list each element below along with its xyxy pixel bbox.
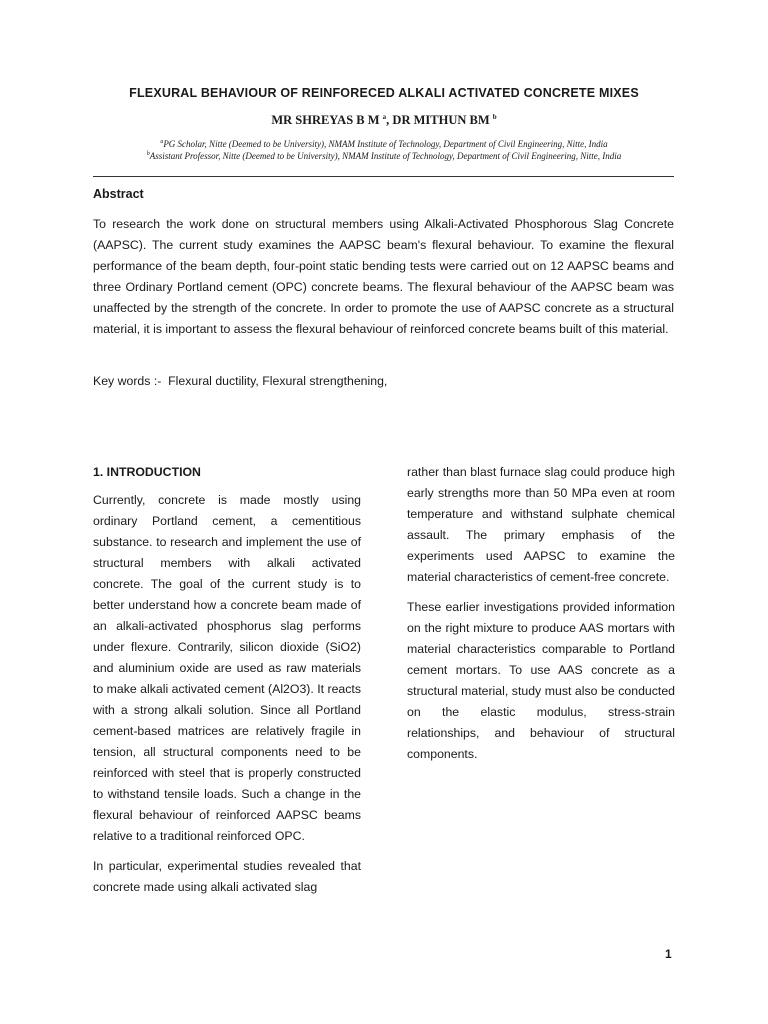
keywords: Key words :- Flexural ductility, Flexural strengthening, (93, 374, 388, 388)
left-paragraph-2: In particular, experimental studies revealed that concrete made using alkali activated slag (93, 859, 361, 894)
right-column (407, 462, 675, 774)
author-1: MR SHREYAS B M (271, 113, 380, 128)
right-paragraph-1: rather than blast furnace slag could produce high early strengths more than 50 MPa even at room temperature and withstand sulphate chemical assault. The primary emphasis of the experiments used AAPSC to examine the material characteristics of cement-free concrete. (407, 465, 675, 584)
affiliation-1-mark: a (160, 139, 164, 145)
affiliation-2-mark: b (146, 151, 150, 157)
right-paragraph-2: These earlier investigations provided information on the right mixture to produce AAS mortars with material characteristics comparable to Portland cement mortars. To use AAS concrete as a structural material, study must also be conducted on the elastic modulus, stress-strain relationships, and behaviour of structural components. (407, 600, 675, 761)
header-divider (93, 176, 674, 177)
affiliation-2-text: Assistant Professor, Nitte (Deemed to be University), NMAM Institute of Technology, Department of Civil Engineering, Nitte, India (149, 151, 622, 161)
affiliation-1-text: PG Scholar, Nitte (Deemed to be University), NMAM Institute of Technology, Department of Civil Engineering, Nitte, India (163, 139, 608, 149)
abstract-text: To research the work done on structural members using Alkali-Activated Phosphorous Slag Concrete (AAPSC). The current study examines the AAPSC beam's flexural behaviour. To examine the flexural performance of the beam depth, four-point static bending tests were carried out on 12 AAPSC beams and three Ordinary Portland cement (OPC) concrete beams. The flexural behaviour of the AAPSC beam was unaffected by the strength of the concrete. In order to promote the use of AAPSC concrete as a structural material, it is important to assess the flexural behaviour of reinforced concrete beams built of this material. (93, 217, 674, 336)
paper-title: FLEXURAL BEHAVIOUR OF REINFORECED ALKALI ACTIVATED CONCRETE MIXES (129, 86, 639, 100)
author-2: DR MITHUN BM (392, 113, 490, 128)
author-1-mark: a (382, 113, 387, 121)
introduction-heading: 1. INTRODUCTION (93, 465, 201, 479)
left-paragraph-1: Currently, concrete is made mostly using ordinary Portland cement, a cementitious substance. to research and implement the use of structural members with alkali activated concrete. The goal of the current study is to better understand how a concrete beam made of an alkali-activated phosphorus slag performs under flexure. Contrarily, silicon dioxide (SiO2) and aluminium oxide are used as raw materials to make alkali activated cement (Al2O3). It reacts with a strong alkali solution. Since all Portland cement-based matrices are relatively fragile in tension, all structural components need to be reinforced with steel that is properly constructed to withstand tensile loads. Such a change in the flexural behaviour of reinforced AAPSC beams relative to a traditional reinforced OPC. (93, 493, 361, 843)
abstract-heading: Abstract (93, 187, 144, 201)
author-line (0, 113, 768, 128)
left-column (93, 462, 361, 907)
affiliation-1 (0, 139, 768, 149)
author-separator: , (386, 113, 393, 128)
page-number: 1 (665, 947, 672, 961)
affiliation-2 (0, 151, 768, 161)
author-2-mark: b (492, 113, 497, 121)
